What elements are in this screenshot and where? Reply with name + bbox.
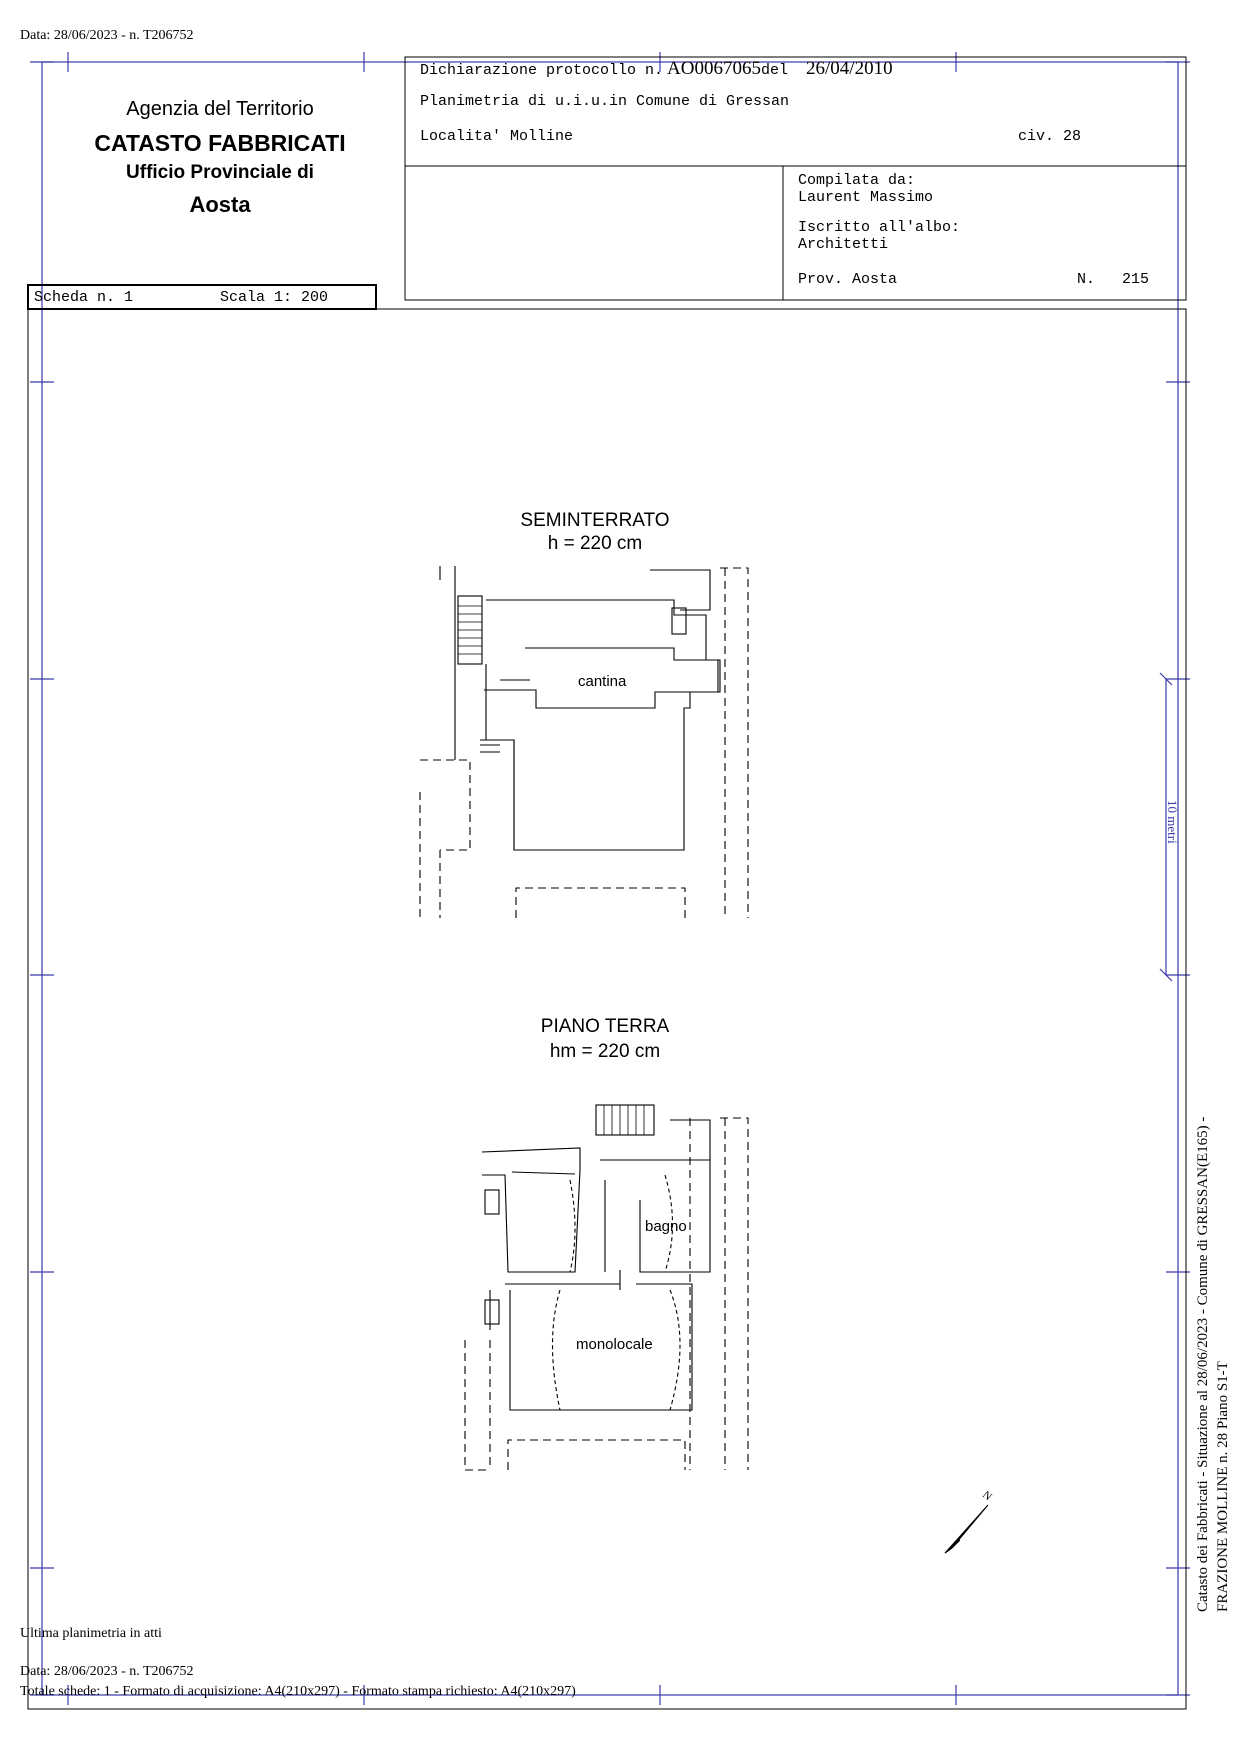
north-label: N <box>980 1488 994 1504</box>
albo-value: Architetti <box>798 236 889 253</box>
plan-piano-terra-dashed <box>465 1118 748 1470</box>
plan-piano-terra <box>482 1105 710 1410</box>
room-label-monolocale: monolocale <box>576 1336 653 1353</box>
top-date-stamp: Data: 28/06/2023 - n. T206752 <box>20 28 194 43</box>
protocol-date: 26/04/2010 <box>806 58 893 79</box>
side-caption-line1: Catasto dei Fabbricati - Situazione al 28/06/2023 - Comune di GRESSAN(E165) - <box>1195 1116 1211 1612</box>
plan-seminterrato-dashed <box>420 568 748 918</box>
protocol-label: Dichiarazione protocollo n. <box>420 62 664 79</box>
register-n-label: N. <box>1077 271 1096 288</box>
register-n-value: 215 <box>1122 271 1150 288</box>
side-caption-line2: FRAZIONE MOLLINE n. 28 Piano S1-T <box>1215 1361 1231 1612</box>
agency-city: Aosta <box>189 192 251 217</box>
albo-label: Iscritto all'albo: <box>798 219 961 236</box>
header-boxes <box>28 57 1186 1709</box>
agency-catasto: CATASTO FABBRICATI <box>94 130 346 156</box>
scheda-label: Scheda n. 1 <box>34 289 134 306</box>
floor-title-seminterrato: SEMINTERRATO <box>520 510 670 531</box>
scale-label: Scala 1: 200 <box>220 289 329 306</box>
locality-line: Localita' Molline <box>420 128 574 145</box>
footer-last-plan: Ultima planimetria in atti <box>20 1626 162 1641</box>
floor-title-piano-terra: PIANO TERRA <box>540 1016 670 1037</box>
civic-number: civ. 28 <box>1018 128 1082 145</box>
compiler-label: Compilata da: <box>798 172 916 189</box>
footer-totals: Totale schede: 1 - Formato di acquisizione: A4(210x297) - Formato stampa richiesto: A4(210x297) <box>20 1684 576 1699</box>
agency-office: Ufficio Provinciale di <box>126 162 314 183</box>
north-arrow <box>945 1505 988 1553</box>
floor-height-piano-terra: hm = 220 cm <box>549 1041 661 1062</box>
scale-bar-label: 10 metri <box>1165 800 1180 844</box>
planimetry-line: Planimetria di u.i.u.in Comune di Gressan <box>420 93 790 110</box>
plan-seminterrato <box>440 566 720 850</box>
protocol-del: del <box>761 62 789 79</box>
agency-name: Agenzia del Territorio <box>126 98 314 120</box>
room-label-cantina: cantina <box>578 673 627 690</box>
compiler-name: Laurent Massimo <box>798 189 934 206</box>
floor-height-seminterrato: h = 220 cm <box>547 533 643 554</box>
footer-date: Data: 28/06/2023 - n. T206752 <box>20 1664 194 1679</box>
province: Prov. Aosta <box>798 271 898 288</box>
protocol-number: AO0067065 <box>667 58 761 79</box>
room-label-bagno: bagno <box>645 1218 687 1235</box>
protocol-line <box>420 58 893 80</box>
